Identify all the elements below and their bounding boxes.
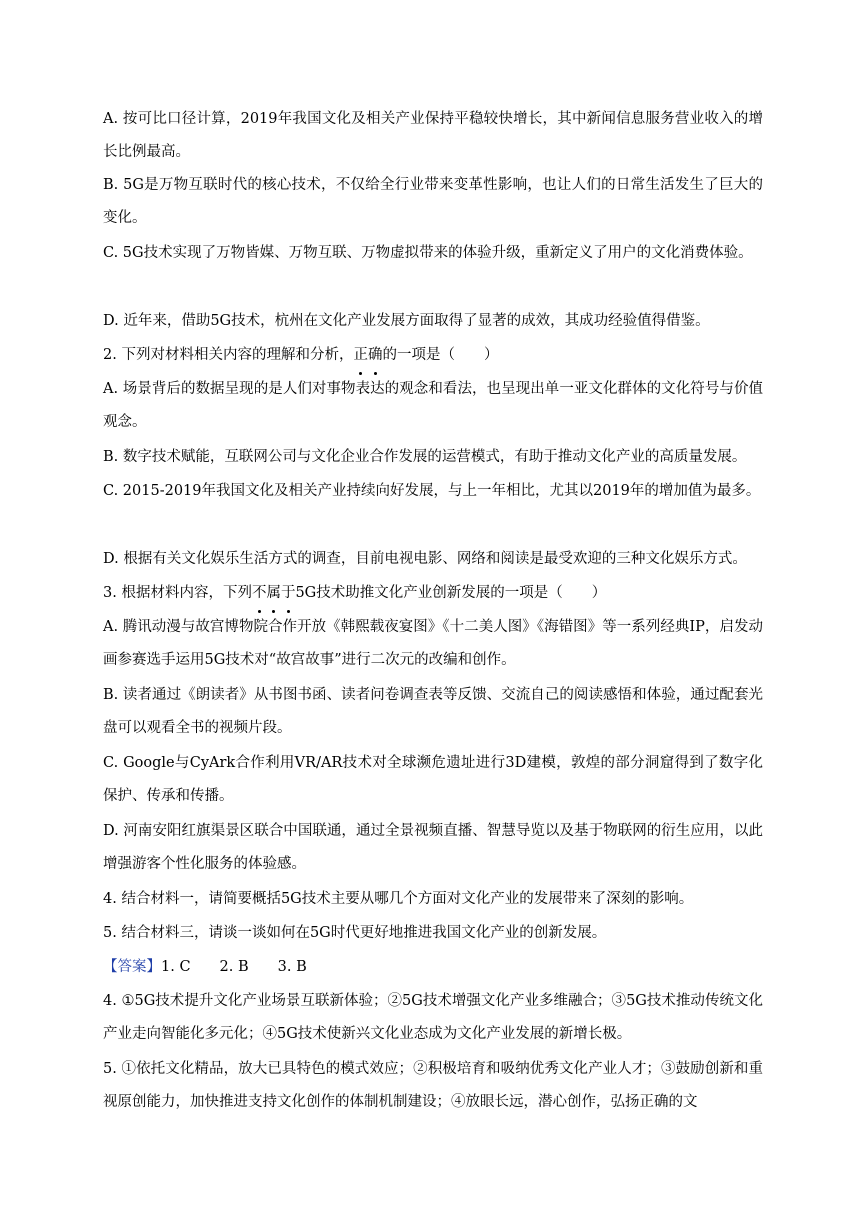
answer-5: 5. ①依托文化精品，放大已具特色的模式效应；②积极培育和吸纳优秀文化产业人才；③鼓励创新和重视原创能力，加快推进支持文化创作的体制机制建设；④放眼长远，潜心创作，弘扬正确的文: [103, 1061, 763, 1110]
q3-stem: [103, 577, 763, 610]
q2-emphasis-char: 正: [353, 339, 368, 372]
answer-4: 4. ①5G技术提升文化产业场景互联新体验；②5G技术增强文化产业多维融合；③5G技术推动传统文化产业走向智能化多元化；④5G技术使新兴文化业态成为文化产业发展的新增长极。: [103, 993, 763, 1042]
q3-option-b: B. 读者通过《朗读者》从书图书函、读者问卷调查表等反馈、交流自己的阅读感悟和体验，通过配套光盘可以观看全书的视频片段。: [103, 687, 763, 736]
q3-stem-after: 5G技术助推文化产业创新发展的一项是（ ）: [295, 585, 607, 601]
q3-emphasis-char: 于: [281, 577, 296, 610]
q1-option-c: C. 5G技术实现了万物皆媒、万物互联、万物虚拟带来的体验升级，重新定义了用户的文化消费体验。: [103, 245, 753, 261]
q2-option-a: A. 场景背后的数据呈现的是人们对事物表达的观念和看法，也呈现出单一亚文化群体的文化符号与价值观念。: [103, 381, 763, 430]
q2-option-c: C. 2015-2019年我国文化及相关产业持续向好发展，与上一年相比，尤其以2019年的增加值为最多。: [103, 483, 761, 499]
q3-option-d: D. 河南安阳红旗渠景区联合中国联通，通过全景视频直播、智慧导览以及基于物联网的衍生应用，以此增强游客个性化服务的体验感。: [103, 823, 763, 872]
q2-option-b: B. 数字技术赋能，互联网公司与文化企业合作发展的运营模式，有助于推动文化产业的高质量发展。: [103, 449, 747, 465]
q3-stem-before: 3. 根据材料内容，下列: [103, 585, 252, 601]
answer-tag: 【答案】: [103, 959, 161, 975]
q2-option-d: D. 根据有关文化娱乐生活方式的调查，目前电视电影、网络和阅读是最受欢迎的三种文化娱乐方式。: [103, 551, 747, 567]
q2-emphasis-char: 确: [368, 339, 383, 372]
q2-stem: [103, 339, 763, 372]
q1-option-b: B. 5G是万物互联时代的核心技术，不仅给全行业带来变革性影响，也让人们的日常生活发生了巨大的变化。: [103, 177, 763, 226]
q5-stem: 5. 结合材料三，请谈一谈如何在5G时代更好地推进我国文化产业的创新发展。: [103, 925, 607, 941]
q3-option-c: C. Google与CyArk合作利用VR/AR技术对全球濒危遗址进行3D建模，敦煌的部分洞窟得到了数字化保护、传承和传播。: [103, 755, 763, 804]
q2-stem-after: 的一项是（ ）: [382, 347, 499, 363]
q3-option-a: A. 腾讯动漫与故宫博物院合作开放《韩熙载夜宴图》《十二美人图》《海错图》等一系列经典IP，启发动画参赛选手运用5G技术对“故宫故事”进行二次元的改编和创作。: [103, 619, 763, 668]
q1-option-a: A. 按可比口径计算，2019年我国文化及相关产业保持平稳较快增长，其中新闻信息服务营业收入的增长比例最高。: [103, 111, 763, 160]
q4-stem: 4. 结合材料一，请简要概括5G技术主要从哪几个方面对文化产业的发展带来了深刻的影响。: [103, 891, 694, 907]
q1-option-d: D. 近年来，借助5G技术，杭州在文化产业发展方面取得了显著的成效，其成功经验值得借鉴。: [103, 313, 710, 329]
answer-choices: 1. C 2. B 3. B: [161, 959, 307, 975]
answer-key: [103, 951, 763, 984]
q2-stem-before: 2. 下列对材料相关内容的理解和分析，: [103, 347, 354, 363]
q3-emphasis-char: 不: [252, 577, 267, 610]
q3-emphasis-char: 属: [266, 577, 281, 610]
